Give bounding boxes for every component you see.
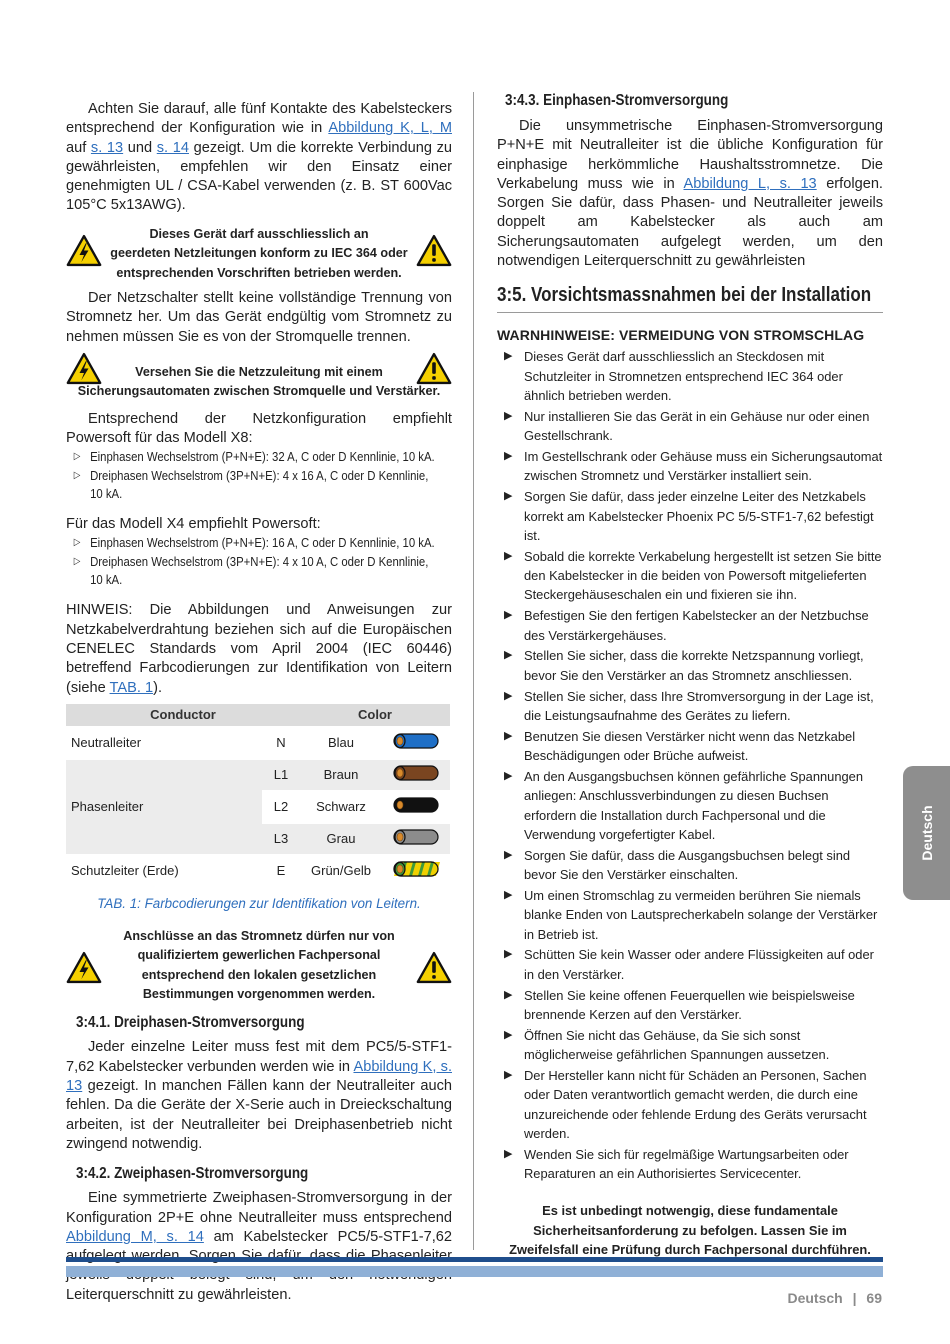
list-item-continuation: 10 kA. (90, 485, 123, 501)
electrical-hazard-icon (66, 234, 102, 267)
hollow-triangle-bullet-icon: ▷ (73, 555, 81, 567)
page-footer (787, 1290, 882, 1306)
table-header: Conductor (66, 704, 300, 727)
wire-swatch (382, 855, 450, 886)
solid-triangle-bullet-icon: ▶ (504, 350, 513, 363)
note-paragraph: HINWEIS: Die Abbildungen und Anweisungen zur Netzkabelverdrahtung beziehen sich auf die Europäischen CENELEC Standards vom April 2004 (IEC 60446) betreffend Farbcodierungen zur Identifikation von Leitern (siehe TAB. 1). (66, 602, 452, 696)
warning-list-item: ▶ An den Ausgangsbuchsen können gefährliche Spannungen anliegen: Anschlussverbindungen zu diesen Buchsen erfordern die Installation durch Fachpersonal und die Verwendung vorgefertigter Kabel. (504, 768, 864, 842)
table-row: Phasenleiter L1 Braun (66, 759, 450, 791)
warning-line: Versehen Sie die Netzzuleitung mit einem (135, 364, 383, 379)
left-column (66, 92, 452, 1305)
general-warning-icon (416, 951, 452, 984)
solid-triangle-bullet-icon: ▶ (504, 689, 513, 702)
language-side-tab[interactable] (903, 766, 950, 900)
wire-black-icon (392, 795, 440, 815)
column-divider (473, 92, 474, 1250)
solid-triangle-bullet-icon: ▶ (504, 1068, 513, 1081)
warning-list-item: ▶ Wenden Sie sich für regelmäßige Wartungsarbeiten oder Reparaturen an ein Authorisiertes Servicecenter. (504, 1146, 849, 1182)
warnings-heading: WARNHINWEISE: VERMEIDUNG VON STROMSCHLAG (497, 327, 865, 344)
table-row: Neutralleiter N Blau (66, 727, 450, 759)
solid-triangle-bullet-icon: ▶ (504, 988, 513, 1001)
warning-list-item: ▶ Schütten Sie kein Wasser oder andere Flüssigkeiten auf oder in den Verstärker. (504, 947, 874, 982)
warning-line: Sicherungsautomaten zwischen Stromquelle und Verstärker. (77, 384, 441, 399)
footer-band-light (66, 1266, 883, 1277)
warning-line: qualifiziertem gewerlichen Fachpersonal (137, 948, 381, 963)
heading-3-5: 3:5. Vorsichtsmassnahmen bei der Installation (497, 283, 872, 307)
warning-line: entsprechenden Vorschriften betrieben werden. (116, 265, 402, 280)
warning-list-item: ▶ Der Hersteller kann nicht für Schäden an Personen, Sachen oder Daten verantwortlich gemacht werden, die durch eine unzureichende oder fehlende Erdung des Geräts verursacht werden. (504, 1067, 867, 1141)
solid-triangle-bullet-icon: ▶ (504, 490, 513, 503)
solid-triangle-bullet-icon: ▶ (504, 549, 513, 562)
wire-green-yellow-icon (392, 859, 440, 879)
table-header: Color (300, 704, 450, 727)
wire-swatch (382, 823, 450, 855)
heading-3-4-2: 3:4.2. Zweiphasen-Stromversorgung (76, 1165, 309, 1183)
wire-gray-icon (392, 827, 440, 847)
link-abbildung-l-s13[interactable]: Abbildung L, s. 13 (683, 175, 817, 192)
heading-3-4-3: 3:4.3. Einphasen-Stromversorgung (505, 92, 729, 109)
warning-list-item: ▶ Nur installieren Sie das Gerät in ein Gehäuse nur oder einen Gestellschrank. (504, 408, 870, 444)
electrical-hazard-icon (66, 352, 102, 385)
warning-list-item: ▶ Im Gestellschrank oder Gehäuse muss ein Sicherungsautomat zwischen Stromnetz und Verstärker installiert sein. (504, 449, 883, 484)
page-number: 69 (866, 1290, 882, 1306)
warning-line: Bestimmungen vorgenommen werden. (142, 987, 376, 1002)
list-item: ▷ Dreiphasen Wechselstrom (3P+N+E): 4 x 10 A, C oder D Kennlinie, (66, 553, 398, 571)
wire-swatch (382, 727, 450, 759)
warning-line: entsprechend den lokalen gesetzlichen (141, 967, 377, 982)
solid-triangle-bullet-icon: ▶ (504, 888, 513, 901)
wire-brown-icon (392, 763, 440, 783)
x8-intro: Entsprechend der Netzkonfiguration empfiehlt Powersoft für das Modell X8: (66, 410, 452, 446)
heading-3-4-1: 3:4.1. Dreiphasen-Stromversorgung (76, 1014, 305, 1032)
heading-rule (497, 312, 883, 313)
solid-triangle-bullet-icon: ▶ (504, 848, 513, 861)
link-s14[interactable]: s. 14 (156, 139, 189, 156)
intro-paragraph: Achten Sie darauf, alle fünf Kontakte des Kabelsteckers entsprechend der Konfiguration wie in Abbildung K, L, M auf s. 13 und s. 14 gezeigt. Um die korrekte Verbindung zu gewährleisten, empfehlen wir den Einsatz einer genehmigten UL / CSA-Kabel verwenden (z. B. ST 600Vac 105°C 5x13AWG). (66, 101, 452, 214)
list-item: ▷ Dreiphasen Wechselstrom (3P+N+E): 4 x 16 A, C oder D Kennlinie, (66, 467, 398, 485)
general-warning-icon (416, 352, 452, 385)
power-switch-paragraph: Der Netzschalter stellt keine vollständige Trennung von Stromnetz her. Um das Gerät endgültig vom Stromnetz zu nehmen müssen Sie es von der Stromquelle trennen. (66, 290, 452, 345)
list-item: ▷ Einphasen Wechselstrom (P+N+E): 32 A, C oder D Kennlinie, 10 kA. (66, 448, 398, 466)
warning-list-item: ▶ Stellen Sie sicher, dass die korrekte Netzspannung vorliegt, bevor Sie den Verstärker an das Stromnetz anschliessen. (504, 648, 864, 683)
link-s13[interactable]: s. 13 (90, 139, 124, 156)
warning-list-item: ▶ Benutzen Sie diesen Verstärker nicht wenn das Netzkabel Beschädigungen oder Brüche aufweist. (504, 728, 856, 764)
two-phase-paragraph: Eine symmetrierte Zweiphasen-Stromversorgung in der Konfiguration 2P+E ohne Neutralleiter muss entsprechend Abbildung M, s. 14 am Kabelstecker PC5/5-STF1-7,62 Leiterquerschnitt zu gewährleisten. (66, 1190, 452, 1303)
warning-list-item: ▶ Sorgen Sie dafür, dass die Ausgangsbuchsen belegt sind bevor Sie den Verstärker einschalten. (504, 847, 851, 883)
link-abbildung-klm[interactable]: Abbildung K, L, M (328, 120, 452, 137)
wire-swatch (382, 791, 450, 823)
warning-list-item: ▶ Sobald die korrekte Verkabelung hergestellt ist setzen Sie bitte den Kabelstecker in die beiden von Powersoft mitgelieferten Steckergehäuseschalen ein und fixieren sie ihn. (504, 548, 882, 603)
three-phase-paragraph: Jeder einzelne Leiter muss fest mit dem PC5/5-STF1-7,62 Kabelstecker verbunden werden wie in Abbildung K, s. 13 gezeigt. In manchen Fällen kann der Neutralleiter auch fehlen. Da die Geräte der X-Serie auch in Dreieckschaltung arbeiten, ist der Neutralleiter bei Dreiphasenbetrieb nicht zwingend notwendig. (66, 1039, 452, 1152)
warning-list-item: ▶ Sorgen Sie dafür, dass jeder einzelne Leiter des Netzkabels korrekt am Kabelstecker Phoenix PC 5/5-STF1-7,62 befestigt ist. (504, 489, 874, 543)
solid-triangle-bullet-icon: ▶ (504, 450, 513, 463)
link-abbildung-k-s13[interactable]: Abbildung K, s. 13 (66, 1058, 452, 1095)
list-item-continuation: 10 kA. (90, 572, 123, 588)
solid-triangle-bullet-icon: ▶ (504, 409, 513, 422)
table-caption: TAB. 1: Farbcodierungen zur Identifikation von Leitern. (97, 895, 421, 911)
solid-triangle-bullet-icon: ▶ (504, 1147, 513, 1160)
link-abbildung-m-s14[interactable]: Abbildung M, s. 14 (66, 1228, 204, 1245)
warning-earthing (66, 225, 452, 283)
warning-line: geerdeten Netzleitungen konform zu IEC 364 oder (110, 246, 408, 261)
table-row: L3 Grau (66, 823, 450, 855)
final-note-line: Es ist unbedingt notwengig, diese fundamentale (542, 1203, 838, 1219)
solid-triangle-bullet-icon: ▶ (504, 948, 513, 961)
general-warning-icon (416, 234, 452, 267)
hollow-triangle-bullet-icon: ▷ (73, 537, 81, 549)
warning-line: Anschlüsse an das Stromnetz dürfen nur von (123, 928, 395, 943)
footer-language: Deutsch (787, 1290, 843, 1306)
hollow-triangle-bullet-icon: ▷ (73, 469, 81, 481)
warning-qualified-personnel (66, 927, 452, 1005)
final-note-line: Sicherheitsanforderung zu befolgen. Lassen Sie im (533, 1222, 847, 1238)
warning-list-item: ▶ Stellen Sie keine offenen Feuerquellen wie beispielsweise brennende Kerzen auf den Verstärker. (504, 987, 855, 1022)
x4-intro: Für das Modell X4 empfiehlt Powersoft: (66, 516, 321, 533)
right-column (497, 92, 883, 1260)
footer-separator: | (852, 1290, 857, 1306)
wire-swatch (382, 759, 450, 791)
final-note-line: Zweifelsfall eine Prüfung durch Fachpersonal durchführen. (509, 1242, 871, 1258)
x4-recommendations (66, 534, 452, 589)
table-row: L2 Schwarz (66, 791, 450, 823)
warning-list-item: ▶ Stellen Sie sicher, dass Ihre Stromversorgung in der Lage ist, die Leistungsaufnahme des Gerätes zu liefern. (504, 688, 874, 723)
final-safety-note (497, 1201, 883, 1259)
warning-line: Dieses Gerät darf ausschliesslich an (149, 226, 369, 241)
warning-list-item: ▶ Befestigen Sie den fertigen Kabelstecker an der Netzbuchse des Verstärkergehäuses. (504, 608, 869, 643)
warning-circuit-breaker (66, 353, 452, 402)
footer-band-dark (66, 1257, 883, 1262)
language-side-tab-label: Deutsch (918, 805, 935, 861)
solid-triangle-bullet-icon: ▶ (504, 1028, 513, 1041)
color-code-table (66, 704, 450, 886)
list-item: ▷ Einphasen Wechselstrom (P+N+E): 16 A, C oder D Kennlinie, 10 kA. (66, 534, 398, 552)
safety-warnings-list (497, 347, 883, 1183)
table-row: Schutzleiter (Erde) E Grün/Gelb (66, 855, 450, 886)
single-phase-paragraph: Die unsymmetrische Einphasen-Stromversorgung P+N+E mit Neutralleiter ist die übliche Konfiguration für einphasige herkömmliche Haushaltsstromnetze. Die Verkabelung muss wie in Abbildung L, s. 13 erfolgen. Sorgen Sie dafür, dass Phasen- und Neutralleiter jeweils doppelt am Kabelstecker als auch am Sicherungsautomaten aufgelegt werden, um den notwendigen Leiterquerschnitt zu gewährleisten (497, 118, 883, 270)
hollow-triangle-bullet-icon: ▷ (73, 451, 81, 463)
warning-list-item: ▶ Dieses Gerät darf ausschliesslich an Steckdosen mit Schutzleiter in Stromnetzen entsprechend IEC 364 oder ähnlich betrieben werden. (504, 349, 843, 403)
link-tab1[interactable]: TAB. 1 (109, 679, 154, 696)
x8-recommendations (66, 448, 452, 503)
wire-blue-icon (392, 731, 440, 751)
solid-triangle-bullet-icon: ▶ (504, 769, 513, 782)
electrical-hazard-icon (66, 951, 102, 984)
warning-list-item: ▶ Um einen Stromschlag zu vermeiden berühren Sie niemals blanke Enden von Lautsprecherkabeln solange der Verstärker in Betrieb ist. (504, 887, 878, 942)
solid-triangle-bullet-icon: ▶ (504, 609, 513, 622)
solid-triangle-bullet-icon: ▶ (504, 729, 513, 742)
warning-list-item: ▶ Öffnen Sie nicht das Gehäuse, da Sie sich sonst möglicherweise gefährlichen Spannungen aussetzen. (504, 1027, 830, 1063)
solid-triangle-bullet-icon: ▶ (504, 649, 513, 662)
